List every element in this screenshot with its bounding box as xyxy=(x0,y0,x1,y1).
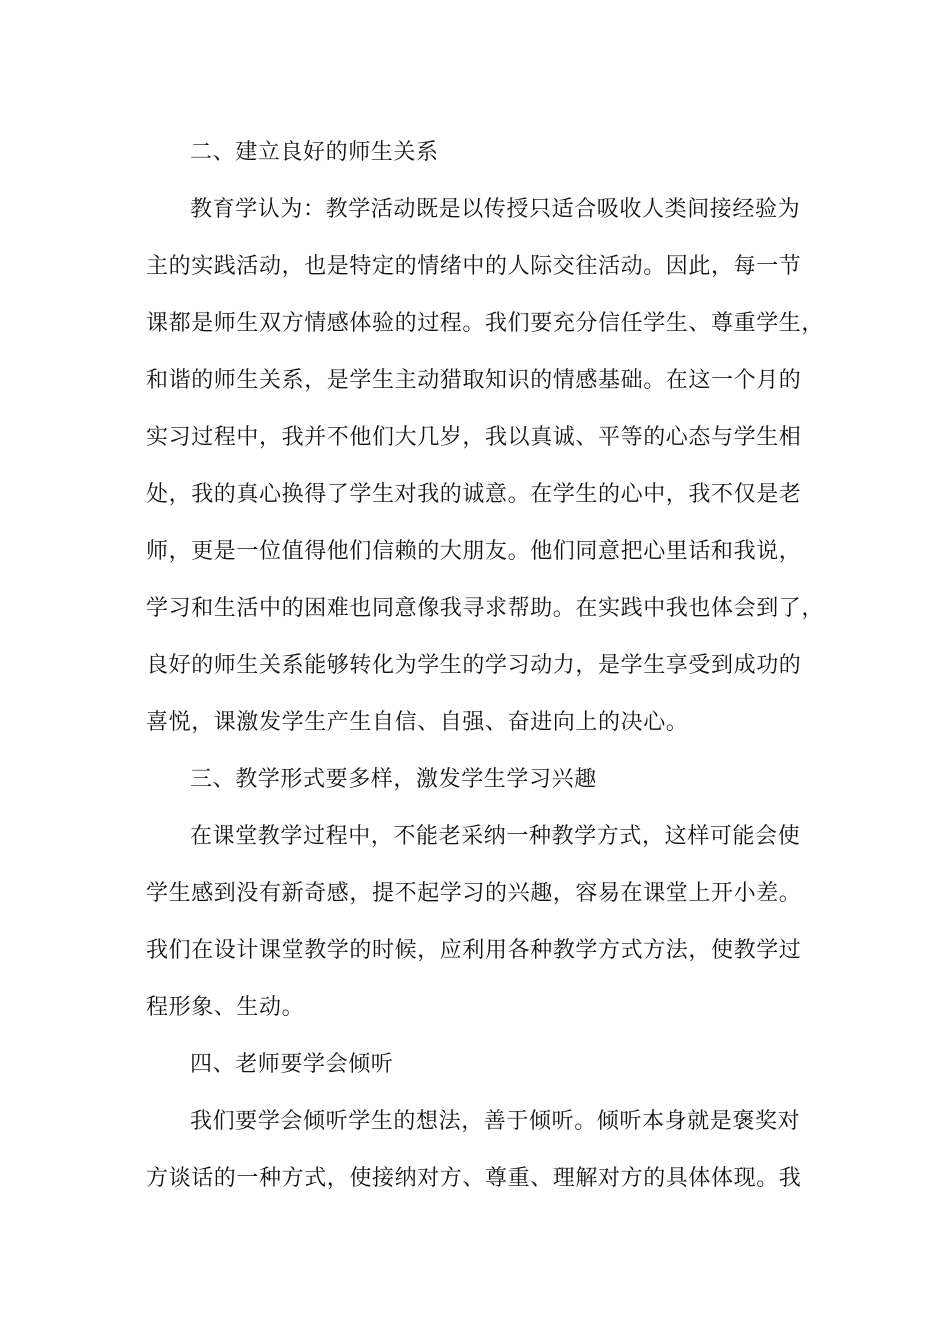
section-heading-2: 二、建立良好的师生关系 xyxy=(190,140,439,165)
section-heading-3: 三、教学形式要多样，激发学生学习兴趣 xyxy=(190,767,597,792)
paragraph-line: 和谐的师生关系，是学生主动猎取知识的情感基础。在这一个月的 xyxy=(146,368,802,393)
paragraph-line: 喜悦，课激发学生产生自信、自强、奋进向上的决心。 xyxy=(146,710,689,735)
paragraph-line: 主的实践活动，也是特定的情绪中的人际交往活动。因此，每一节 xyxy=(146,254,802,279)
section-heading-4: 四、老师要学会倾听 xyxy=(190,1052,394,1077)
paragraph-line: 课都是师生双方情感体验的过程。我们要充分信任学生、尊重学生， xyxy=(146,311,825,336)
paragraph-line: 程形象、生动。 xyxy=(146,995,305,1020)
paragraph-line: 学生感到没有新奇感，提不起学习的兴趣，容易在课堂上开小差。 xyxy=(146,881,802,906)
paragraph-line: 处，我的真心换得了学生对我的诚意。在学生的心中，我不仅是老 xyxy=(146,482,802,507)
paragraph-line: 良好的师生关系能够转化为学生的学习动力，是学生享受到成功的 xyxy=(146,653,802,678)
paragraph-line: 学习和生活中的困难也同意像我寻求帮助。在实践中我也体会到了， xyxy=(146,596,825,621)
paragraph-line: 我们在设计课堂教学的时候，应利用各种教学方式方法，使教学过 xyxy=(146,938,802,963)
paragraph-line: 实习过程中，我并不他们大几岁，我以真诚、平等的心态与学生相 xyxy=(146,425,802,450)
paragraph-line: 师，更是一位值得他们信赖的大朋友。他们同意把心里话和我说， xyxy=(146,539,802,564)
paragraph-line: 我们要学会倾听学生的想法，善于倾听。倾听本身就是褒奖对 xyxy=(190,1109,801,1134)
paragraph-line: 教育学认为：教学活动既是以传授只适合吸收人类间接经验为 xyxy=(190,197,801,222)
paragraph-line: 方谈话的一种方式，使接纳对方、尊重、理解对方的具体体现。我 xyxy=(146,1166,802,1191)
paragraph-line: 在课堂教学过程中，不能老采纳一种教学方式，这样可能会使 xyxy=(190,824,801,849)
